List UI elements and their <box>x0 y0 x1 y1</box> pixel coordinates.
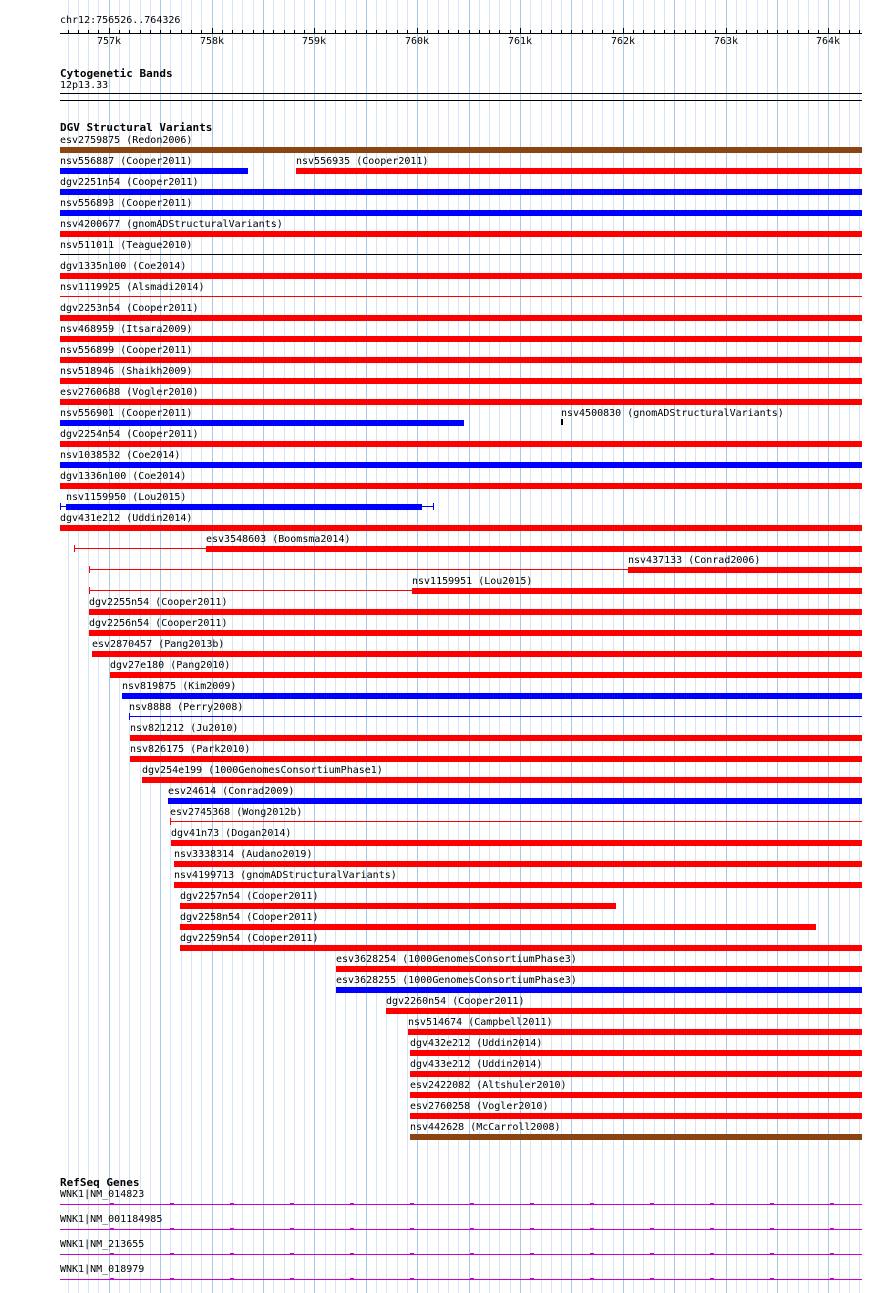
variant-whisker-start <box>60 503 61 510</box>
variant-bar <box>60 420 464 426</box>
ruler-minor-tick <box>571 30 572 33</box>
variant-label: dgv432e212 (Uddin2014) <box>410 1038 543 1049</box>
gene-label: WNK1|NM_001184985 <box>60 1214 163 1225</box>
gene-intron-marker <box>350 1253 354 1254</box>
gene-intron-marker <box>590 1253 594 1254</box>
gene-intron-marker <box>230 1228 234 1229</box>
variant-bar <box>89 609 862 615</box>
gene-intron-marker <box>650 1278 654 1279</box>
gene-line <box>60 1279 862 1280</box>
ruler-minor-tick <box>777 30 778 33</box>
variant-label: dgv2256n54 (Cooper2011) <box>89 618 228 629</box>
variant-label: nsv1038532 (Coe2014) <box>60 450 181 461</box>
variant-bar <box>60 231 862 237</box>
ruler-minor-tick <box>376 30 377 33</box>
ruler-minor-tick <box>674 30 675 33</box>
gene-intron-marker <box>470 1228 474 1229</box>
gene-intron-marker <box>350 1228 354 1229</box>
gene-intron-marker <box>830 1253 834 1254</box>
gene-intron-marker <box>470 1203 474 1204</box>
variant-label: esv2422082 (Altshuler2010) <box>410 1080 567 1091</box>
gene-intron-marker <box>350 1203 354 1204</box>
variant-bar <box>206 546 862 552</box>
variant-bar <box>130 756 862 762</box>
ruler-tick <box>623 28 624 34</box>
ruler-minor-tick <box>160 30 161 33</box>
ruler-minor-tick <box>427 30 428 33</box>
variant-label: dgv2259n54 (Cooper2011) <box>180 933 319 944</box>
gene-intron-marker <box>230 1253 234 1254</box>
ruler-tick <box>109 28 110 34</box>
variant-label: nsv437133 (Conrad2006) <box>628 555 761 566</box>
variant-label: nsv442628 (McCarroll2008) <box>410 1122 561 1133</box>
ruler-minor-tick <box>140 30 141 33</box>
ruler-minor-tick <box>304 30 305 33</box>
ruler-minor-tick <box>767 30 768 33</box>
variant-bar <box>180 903 616 909</box>
ruler-minor-tick <box>294 30 295 33</box>
variant-line <box>60 254 862 255</box>
variant-label: esv2759875 (Redon2006) <box>60 135 193 146</box>
variant-bar <box>410 1050 862 1056</box>
variant-bar <box>60 483 862 489</box>
gene-label: WNK1|NM_213655 <box>60 1239 145 1250</box>
variant-label: nsv511011 (Teague2010) <box>60 240 193 251</box>
gene-intron-marker <box>650 1203 654 1204</box>
gene-intron-marker <box>710 1278 714 1279</box>
variant-label: nsv4199713 (gnomADStructuralVariants) <box>174 870 397 881</box>
ruler-minor-tick <box>181 30 182 33</box>
variant-bar <box>60 441 862 447</box>
variant-bar <box>122 693 862 699</box>
variant-bar <box>60 525 862 531</box>
ruler-minor-tick <box>602 30 603 33</box>
ruler-minor-tick <box>458 30 459 33</box>
variant-whisker-start <box>74 545 75 552</box>
ruler-minor-tick <box>222 30 223 33</box>
gene-intron-marker <box>410 1228 414 1229</box>
variant-label: nsv826175 (Park2010) <box>130 744 251 755</box>
variant-end-mark <box>170 818 171 825</box>
variant-label: dgv2254n54 (Cooper2011) <box>60 429 199 440</box>
ruler-minor-tick <box>284 30 285 33</box>
ruler-minor-tick <box>664 30 665 33</box>
gene-intron-marker <box>830 1228 834 1229</box>
variant-label: dgv1336n100 (Coe2014) <box>60 471 187 482</box>
gene-intron-marker <box>470 1253 474 1254</box>
ruler-minor-tick <box>68 30 69 33</box>
gene-intron-marker <box>170 1228 174 1229</box>
ruler-minor-tick <box>582 30 583 33</box>
cytoband-track-title: Cytogenetic Bands <box>60 67 173 80</box>
ruler-minor-tick <box>489 30 490 33</box>
variant-bar <box>110 672 862 678</box>
ruler-minor-tick <box>201 30 202 33</box>
ruler-tick <box>314 28 315 34</box>
variant-label: nsv556935 (Cooper2011) <box>296 156 429 167</box>
variant-bar <box>89 630 862 636</box>
variant-label: nsv468959 (Itsara2009) <box>60 324 193 335</box>
ruler-minor-tick <box>613 30 614 33</box>
variant-bar <box>296 168 862 174</box>
ruler-minor-tick <box>705 30 706 33</box>
location-label: chr12:756526..764326 <box>60 15 181 26</box>
dgv-track-title: DGV Structural Variants <box>60 121 213 134</box>
gene-intron-marker <box>230 1203 234 1204</box>
gene-intron-marker <box>770 1203 774 1204</box>
variant-bar <box>60 273 862 279</box>
ruler-minor-tick <box>469 30 470 33</box>
variant-bar <box>60 462 862 468</box>
ruler-minor-tick <box>325 30 326 33</box>
gene-intron-marker <box>290 1278 294 1279</box>
variant-label: dgv2260n54 (Cooper2011) <box>386 996 525 1007</box>
gene-intron-marker <box>410 1253 414 1254</box>
ruler-tick-label: 760k <box>405 36 430 47</box>
variant-label: dgv254e199 (1000GenomesConsortiumPhase1) <box>142 765 383 776</box>
variant-label: nsv556901 (Cooper2011) <box>60 408 193 419</box>
variant-whisker-end <box>433 503 434 510</box>
variant-label: dgv2258n54 (Cooper2011) <box>180 912 319 923</box>
ruler-minor-tick <box>407 30 408 33</box>
ruler-minor-tick <box>253 30 254 33</box>
gene-intron-marker <box>170 1203 174 1204</box>
ruler-minor-tick <box>263 30 264 33</box>
gene-intron-marker <box>530 1278 534 1279</box>
ruler-minor-tick <box>78 30 79 33</box>
ruler-tick <box>828 28 829 34</box>
variant-label: esv2760688 (Vogler2010) <box>60 387 199 398</box>
variant-label: nsv1159951 (Lou2015) <box>412 576 533 587</box>
variant-label: dgv27e180 (Pang2010) <box>110 660 231 671</box>
ruler-minor-tick <box>839 30 840 33</box>
variant-line <box>170 821 862 822</box>
ruler-minor-tick <box>232 30 233 33</box>
variant-bar <box>410 1113 862 1119</box>
gene-intron-marker <box>650 1253 654 1254</box>
variant-label: esv3628254 (1000GenomesConsortiumPhase3) <box>336 954 577 965</box>
gene-intron-marker <box>830 1278 834 1279</box>
variant-bar <box>60 378 862 384</box>
ruler-minor-tick <box>715 30 716 33</box>
variant-bar <box>410 1092 862 1098</box>
variant-label: dgv433e212 (Uddin2014) <box>410 1059 543 1070</box>
gene-label: WNK1|NM_014823 <box>60 1189 145 1200</box>
variant-label: nsv518946 (Shaikh2009) <box>60 366 193 377</box>
variant-bar <box>180 924 816 930</box>
gene-intron-marker <box>350 1278 354 1279</box>
variant-bar <box>336 987 862 993</box>
variant-label: nsv4200677 (gnomADStructuralVariants) <box>60 219 283 230</box>
variant-label: esv24614 (Conrad2009) <box>168 786 295 797</box>
variant-label: nsv556887 (Cooper2011) <box>60 156 193 167</box>
gene-line <box>60 1204 862 1205</box>
ruler-minor-tick <box>859 30 860 33</box>
variant-label: nsv1159950 (Lou2015) <box>66 492 187 503</box>
gene-intron-marker <box>290 1253 294 1254</box>
variant-label: nsv1119925 (Alsmadi2014) <box>60 282 205 293</box>
variant-bar <box>60 168 248 174</box>
ruler-tick-label: 763k <box>714 36 739 47</box>
variant-bar <box>142 777 862 783</box>
variant-label: nsv821212 (Ju2010) <box>130 723 239 734</box>
variant-label: nsv819875 (Kim2009) <box>122 681 237 692</box>
variant-label: esv2745368 (Wong2012b) <box>170 807 303 818</box>
variant-label: nsv8888 (Perry2008) <box>129 702 244 713</box>
ruler-minor-tick <box>736 30 737 33</box>
variant-end-mark <box>129 713 130 720</box>
gene-intron-marker <box>110 1278 114 1279</box>
ruler-tick-label: 762k <box>611 36 636 47</box>
gene-intron-marker <box>530 1203 534 1204</box>
variant-bar <box>66 504 422 510</box>
variant-label: dgv41n73 (Dogan2014) <box>171 828 292 839</box>
ruler-tick <box>417 28 418 34</box>
gene-intron-marker <box>710 1253 714 1254</box>
ruler-minor-tick <box>448 30 449 33</box>
variant-bar <box>168 798 862 804</box>
ruler-minor-tick <box>561 30 562 33</box>
ruler-minor-tick <box>98 30 99 33</box>
gene-intron-marker <box>110 1253 114 1254</box>
gene-intron-marker <box>590 1203 594 1204</box>
variant-label: esv2760258 (Vogler2010) <box>410 1101 549 1112</box>
ruler-minor-tick <box>633 30 634 33</box>
variant-label: dgv2253n54 (Cooper2011) <box>60 303 199 314</box>
variant-bar <box>412 588 862 594</box>
ruler-minor-tick <box>273 30 274 33</box>
gene-intron-marker <box>230 1278 234 1279</box>
ruler-minor-tick <box>551 30 552 33</box>
gene-intron-marker <box>530 1228 534 1229</box>
ruler-minor-tick <box>541 30 542 33</box>
variant-label: esv2870457 (Pang2013b) <box>92 639 225 650</box>
variant-bar <box>60 315 862 321</box>
gene-intron-marker <box>410 1203 414 1204</box>
variant-line <box>60 296 862 297</box>
variant-label: dgv2251n54 (Cooper2011) <box>60 177 199 188</box>
ruler-minor-tick <box>643 30 644 33</box>
variant-bar <box>130 735 862 741</box>
ruler-minor-tick <box>654 30 655 33</box>
variant-label: esv3628255 (1000GenomesConsortiumPhase3) <box>336 975 577 986</box>
variant-bar <box>180 945 862 951</box>
variant-label: nsv556893 (Cooper2011) <box>60 198 193 209</box>
gene-line <box>60 1254 862 1255</box>
gene-intron-marker <box>590 1228 594 1229</box>
gene-intron-marker <box>770 1253 774 1254</box>
variant-label: dgv431e212 (Uddin2014) <box>60 513 193 524</box>
gene-intron-marker <box>590 1278 594 1279</box>
variant-point <box>561 419 563 425</box>
ruler-minor-tick <box>695 30 696 33</box>
variant-bar <box>174 861 862 867</box>
ruler-tick-label: 758k <box>200 36 225 47</box>
ruler-minor-tick <box>787 30 788 33</box>
ruler-tick-label: 757k <box>97 36 122 47</box>
variant-label: dgv2257n54 (Cooper2011) <box>180 891 319 902</box>
ruler-minor-tick <box>849 30 850 33</box>
ruler-minor-tick <box>685 30 686 33</box>
variant-label: nsv4500830 (gnomADStructuralVariants) <box>561 408 784 419</box>
gene-intron-marker <box>530 1253 534 1254</box>
cytoband-bar-top <box>60 93 862 94</box>
ruler-minor-tick <box>808 30 809 33</box>
gene-intron-marker <box>650 1228 654 1229</box>
variant-bar <box>410 1134 862 1140</box>
ruler-minor-tick <box>366 30 367 33</box>
gene-intron-marker <box>770 1228 774 1229</box>
variant-bar <box>174 882 862 888</box>
gene-intron-marker <box>830 1203 834 1204</box>
ruler-minor-tick <box>530 30 531 33</box>
ruler-tick-label: 761k <box>508 36 533 47</box>
variant-whisker-start <box>89 566 90 573</box>
gene-intron-marker <box>110 1203 114 1204</box>
ruler-tick-label: 764k <box>816 36 841 47</box>
ruler-minor-tick <box>170 30 171 33</box>
variant-bar <box>60 147 862 153</box>
ruler-tick <box>212 28 213 34</box>
gene-intron-marker <box>470 1278 474 1279</box>
ruler-minor-tick <box>818 30 819 33</box>
ruler-minor-tick <box>438 30 439 33</box>
ruler-minor-tick <box>386 30 387 33</box>
ruler-axis <box>60 33 862 34</box>
ruler-tick <box>726 28 727 34</box>
gene-intron-marker <box>170 1253 174 1254</box>
variant-bar <box>171 840 862 846</box>
variant-bar <box>60 210 862 216</box>
ruler-minor-tick <box>150 30 151 33</box>
ruler-tick-label: 759k <box>302 36 327 47</box>
ruler-minor-tick <box>479 30 480 33</box>
ruler-tick <box>520 28 521 34</box>
variant-bar <box>386 1008 862 1014</box>
ruler-minor-tick <box>746 30 747 33</box>
variant-bar <box>60 399 862 405</box>
ruler-minor-tick <box>510 30 511 33</box>
variant-bar <box>410 1071 862 1077</box>
variant-bar <box>60 336 862 342</box>
ruler-minor-tick <box>397 30 398 33</box>
gene-intron-marker <box>110 1228 114 1229</box>
gene-intron-marker <box>290 1203 294 1204</box>
ruler-minor-tick <box>335 30 336 33</box>
variant-bar <box>60 357 862 363</box>
variant-label: dgv2255n54 (Cooper2011) <box>89 597 228 608</box>
variant-bar <box>92 651 862 657</box>
ruler-minor-tick <box>242 30 243 33</box>
variant-label: nsv556899 (Cooper2011) <box>60 345 193 356</box>
gene-intron-marker <box>410 1278 414 1279</box>
ruler-minor-tick <box>129 30 130 33</box>
ruler-minor-tick <box>356 30 357 33</box>
variant-line <box>129 716 862 717</box>
variant-bar <box>60 189 862 195</box>
ruler-minor-tick <box>798 30 799 33</box>
variant-label: dgv1335n100 (Coe2014) <box>60 261 187 272</box>
ruler-minor-tick <box>119 30 120 33</box>
gene-label: WNK1|NM_018979 <box>60 1264 145 1275</box>
ruler-minor-tick <box>88 30 89 33</box>
cytoband-label: 12p13.33 <box>60 80 109 91</box>
gene-intron-marker <box>290 1228 294 1229</box>
variant-label: nsv3338314 (Audano2019) <box>174 849 313 860</box>
ruler-minor-tick <box>345 30 346 33</box>
gene-intron-marker <box>710 1228 714 1229</box>
gene-intron-marker <box>770 1278 774 1279</box>
variant-bar <box>628 567 862 573</box>
ruler-minor-tick <box>757 30 758 33</box>
ruler-minor-tick <box>592 30 593 33</box>
gene-intron-marker <box>710 1203 714 1204</box>
ruler-minor-tick <box>499 30 500 33</box>
variant-bar <box>336 966 862 972</box>
refseq-track-title: RefSeq Genes <box>60 1176 140 1189</box>
ruler-minor-tick <box>191 30 192 33</box>
cytoband-bar-bottom <box>60 100 862 101</box>
gene-intron-marker <box>170 1278 174 1279</box>
gene-line <box>60 1229 862 1230</box>
variant-label: esv3548603 (Boomsma2014) <box>206 534 351 545</box>
variant-bar <box>408 1029 862 1035</box>
variant-whisker-start <box>89 587 90 594</box>
variant-label: nsv514674 (Campbell2011) <box>408 1017 553 1028</box>
